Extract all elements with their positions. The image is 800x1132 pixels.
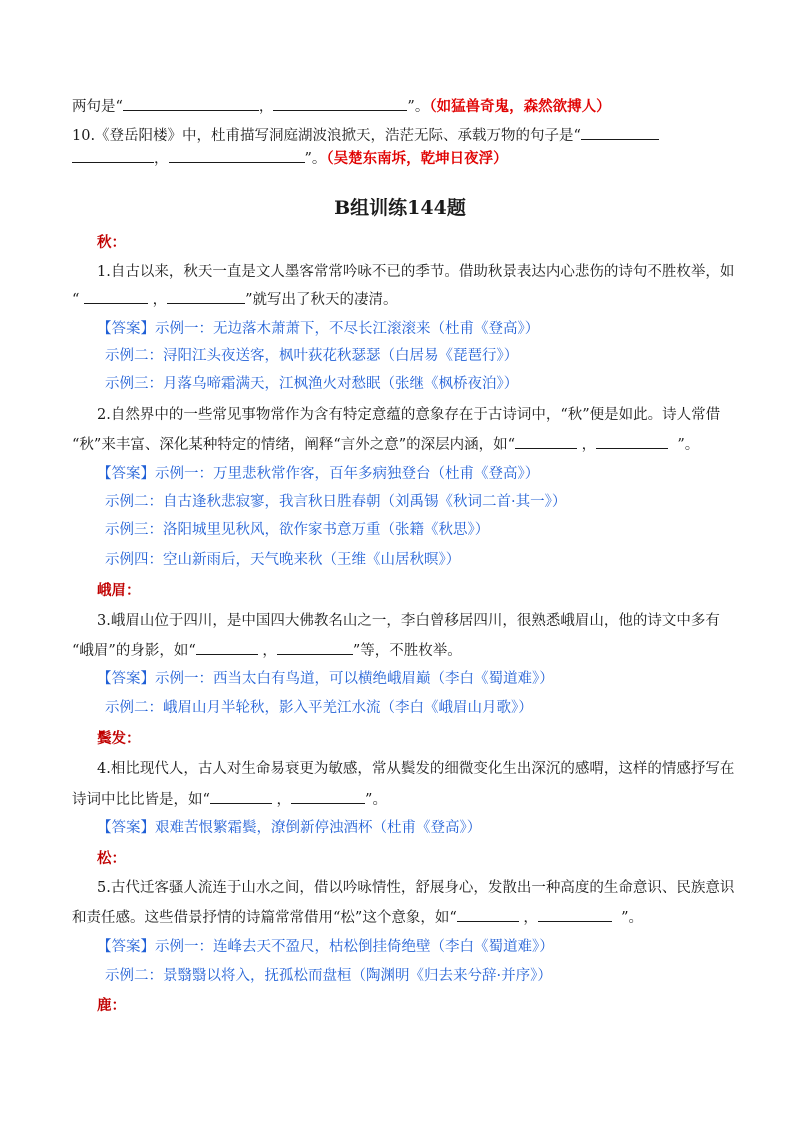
answer-blank — [581, 125, 659, 140]
question-10-continuation — [72, 148, 730, 169]
answer-1-example-3: 示例三：月落乌啼霜满天，江枫渔火对愁眠（张继《枫桥夜泊》） — [105, 376, 519, 392]
question-10 — [72, 125, 730, 146]
answer-2-example-3: 示例三：洛阳城里见秋风，欲作家书意万重（张籍《秋思》） — [105, 522, 490, 538]
text: ， — [523, 910, 538, 926]
text: ”。 — [304, 151, 327, 167]
answer-1-example-2: 示例二：浔阳江头夜送客，枫叶荻花秋瑟瑟（白居易《琵琶行》） — [105, 348, 519, 364]
answer-blank — [457, 907, 519, 922]
topic-heading-song: 松： — [97, 850, 126, 867]
text: ”。 — [677, 437, 700, 453]
answer-3-example-1: 【答案】示例一：西当太白有鸟道，可以横绝峨眉巅（李白《蜀道难》） — [97, 671, 554, 687]
text: “秋”来丰富、深化某种特定的情绪，阐释“言外之意”的深层内涵，如“ — [72, 437, 516, 453]
question-3-line-2 — [72, 640, 730, 661]
text: ， — [258, 99, 274, 115]
question-2-line-2 — [72, 434, 730, 455]
text: 诗词中比比皆是，如“ — [72, 792, 210, 808]
answer-blank — [196, 640, 258, 655]
question-1-line-1: 1.自古以来，秋天一直是文人墨客常常吟咏不已的季节。借助秋景表达内心悲伤的诗句不胜枚举，如 — [97, 264, 735, 280]
text: ”等，不胜枚举。 — [352, 643, 462, 659]
question-5-line-1: 5.古代迁客骚人流连于山水之间，借以吟咏情性，舒展身心，发散出一种高度的生命意识、民族意识 — [97, 880, 735, 896]
answer-blank — [515, 434, 577, 449]
answer-2-example-2: 示例二：自古逢秋悲寂寥，我言秋日胜春朝（刘禹锡《秋词二首·其一》） — [105, 494, 567, 510]
topic-heading-lu: 鹿： — [97, 997, 126, 1014]
question-9-continuation — [72, 96, 730, 117]
question-2-line-1: 2.自然界中的一些常见事物常作为含有特定意蕴的意象存在于古诗词中，“秋”便是如此。诗人常借 — [97, 407, 721, 423]
text: 10.《登岳阳楼》中，杜甫描写洞庭湖波浪掀天，浩茫无际、承载万物的句子是“ — [72, 128, 581, 144]
question-4-line-2 — [72, 789, 730, 810]
answer-blank — [72, 148, 154, 163]
answer-5-example-2: 示例二：景翳翳以将入，抚孤松而盘桓（陶渊明《归去来兮辞·并序》） — [105, 968, 552, 984]
text: ”。 — [407, 99, 430, 115]
text: ”。 — [621, 910, 643, 926]
text: ， — [154, 151, 169, 167]
text: “ — [72, 292, 80, 308]
text: 和责任感。这些借景抒情的诗篇常常借用“松”这个意象，如“ — [72, 910, 457, 926]
question-1-line-2 — [72, 289, 730, 310]
text: ， — [581, 437, 597, 453]
answer-blank — [210, 789, 272, 804]
text: 两句是“ — [72, 99, 123, 115]
answer-1-example-1: 【答案】示例一：无边落木萧萧下，不尽长江滚滚来（杜甫《登高》） — [97, 321, 540, 337]
question-4-line-1: 4.相比现代人，古人对生命易衰更为敏感，常从鬓发的细微变化生出深沉的感喟，这样的情感抒写在 — [97, 761, 735, 777]
answer-blank — [84, 289, 148, 304]
question-3-line-1: 3.峨眉山位于四川，是中国四大佛教名山之一，李白曾移居四川，很熟悉峨眉山，他的诗文中多有 — [97, 613, 720, 629]
text: ， — [262, 643, 277, 659]
answer-blank — [596, 434, 668, 449]
answer-blank — [123, 96, 259, 111]
text: “峨眉”的身影，如“ — [72, 643, 196, 659]
answer-5-example-1: 【答案】示例一：连峰去天不盈尺，枯松倒挂倚绝壁（李白《蜀道难》） — [97, 939, 554, 955]
text: ， — [152, 292, 168, 308]
answer-blank — [167, 289, 245, 304]
text: ”。 — [365, 792, 387, 808]
answer-2-example-1: 【答案】示例一：万里悲秋常作客，百年多病独登台（杜甫《登高》） — [97, 466, 540, 482]
topic-heading-emei: 峨眉： — [97, 582, 141, 599]
answer-4: 【答案】艰难苦恨繁霜鬓，潦倒新停浊酒杯（杜甫《登高》） — [97, 820, 482, 836]
topic-heading-binfa: 鬓发： — [97, 730, 141, 747]
section-title: B组训练144题 — [334, 197, 466, 219]
answer-2-example-4: 示例四：空山新雨后，天气晚来秋（王维《山居秋暝》） — [105, 552, 461, 568]
answer-blank — [277, 640, 353, 655]
question-5-line-2 — [72, 907, 730, 928]
text: ”就写出了秋天的凄清。 — [245, 292, 398, 308]
answer-blank — [169, 148, 305, 163]
answer-blank — [273, 96, 407, 111]
answer-inline: （如猛兽奇鬼，森然欲搏人） — [429, 98, 611, 115]
answer-blank — [291, 789, 365, 804]
answer-inline: （吴楚东南坼，乾坤日夜浮） — [326, 150, 508, 167]
text: ， — [276, 792, 292, 808]
topic-heading-qiu: 秋： — [97, 234, 126, 251]
answer-blank — [538, 907, 612, 922]
answer-3-example-2: 示例二：峨眉山月半轮秋，影入平羌江水流（李白《峨眉山月歌》） — [105, 700, 533, 716]
